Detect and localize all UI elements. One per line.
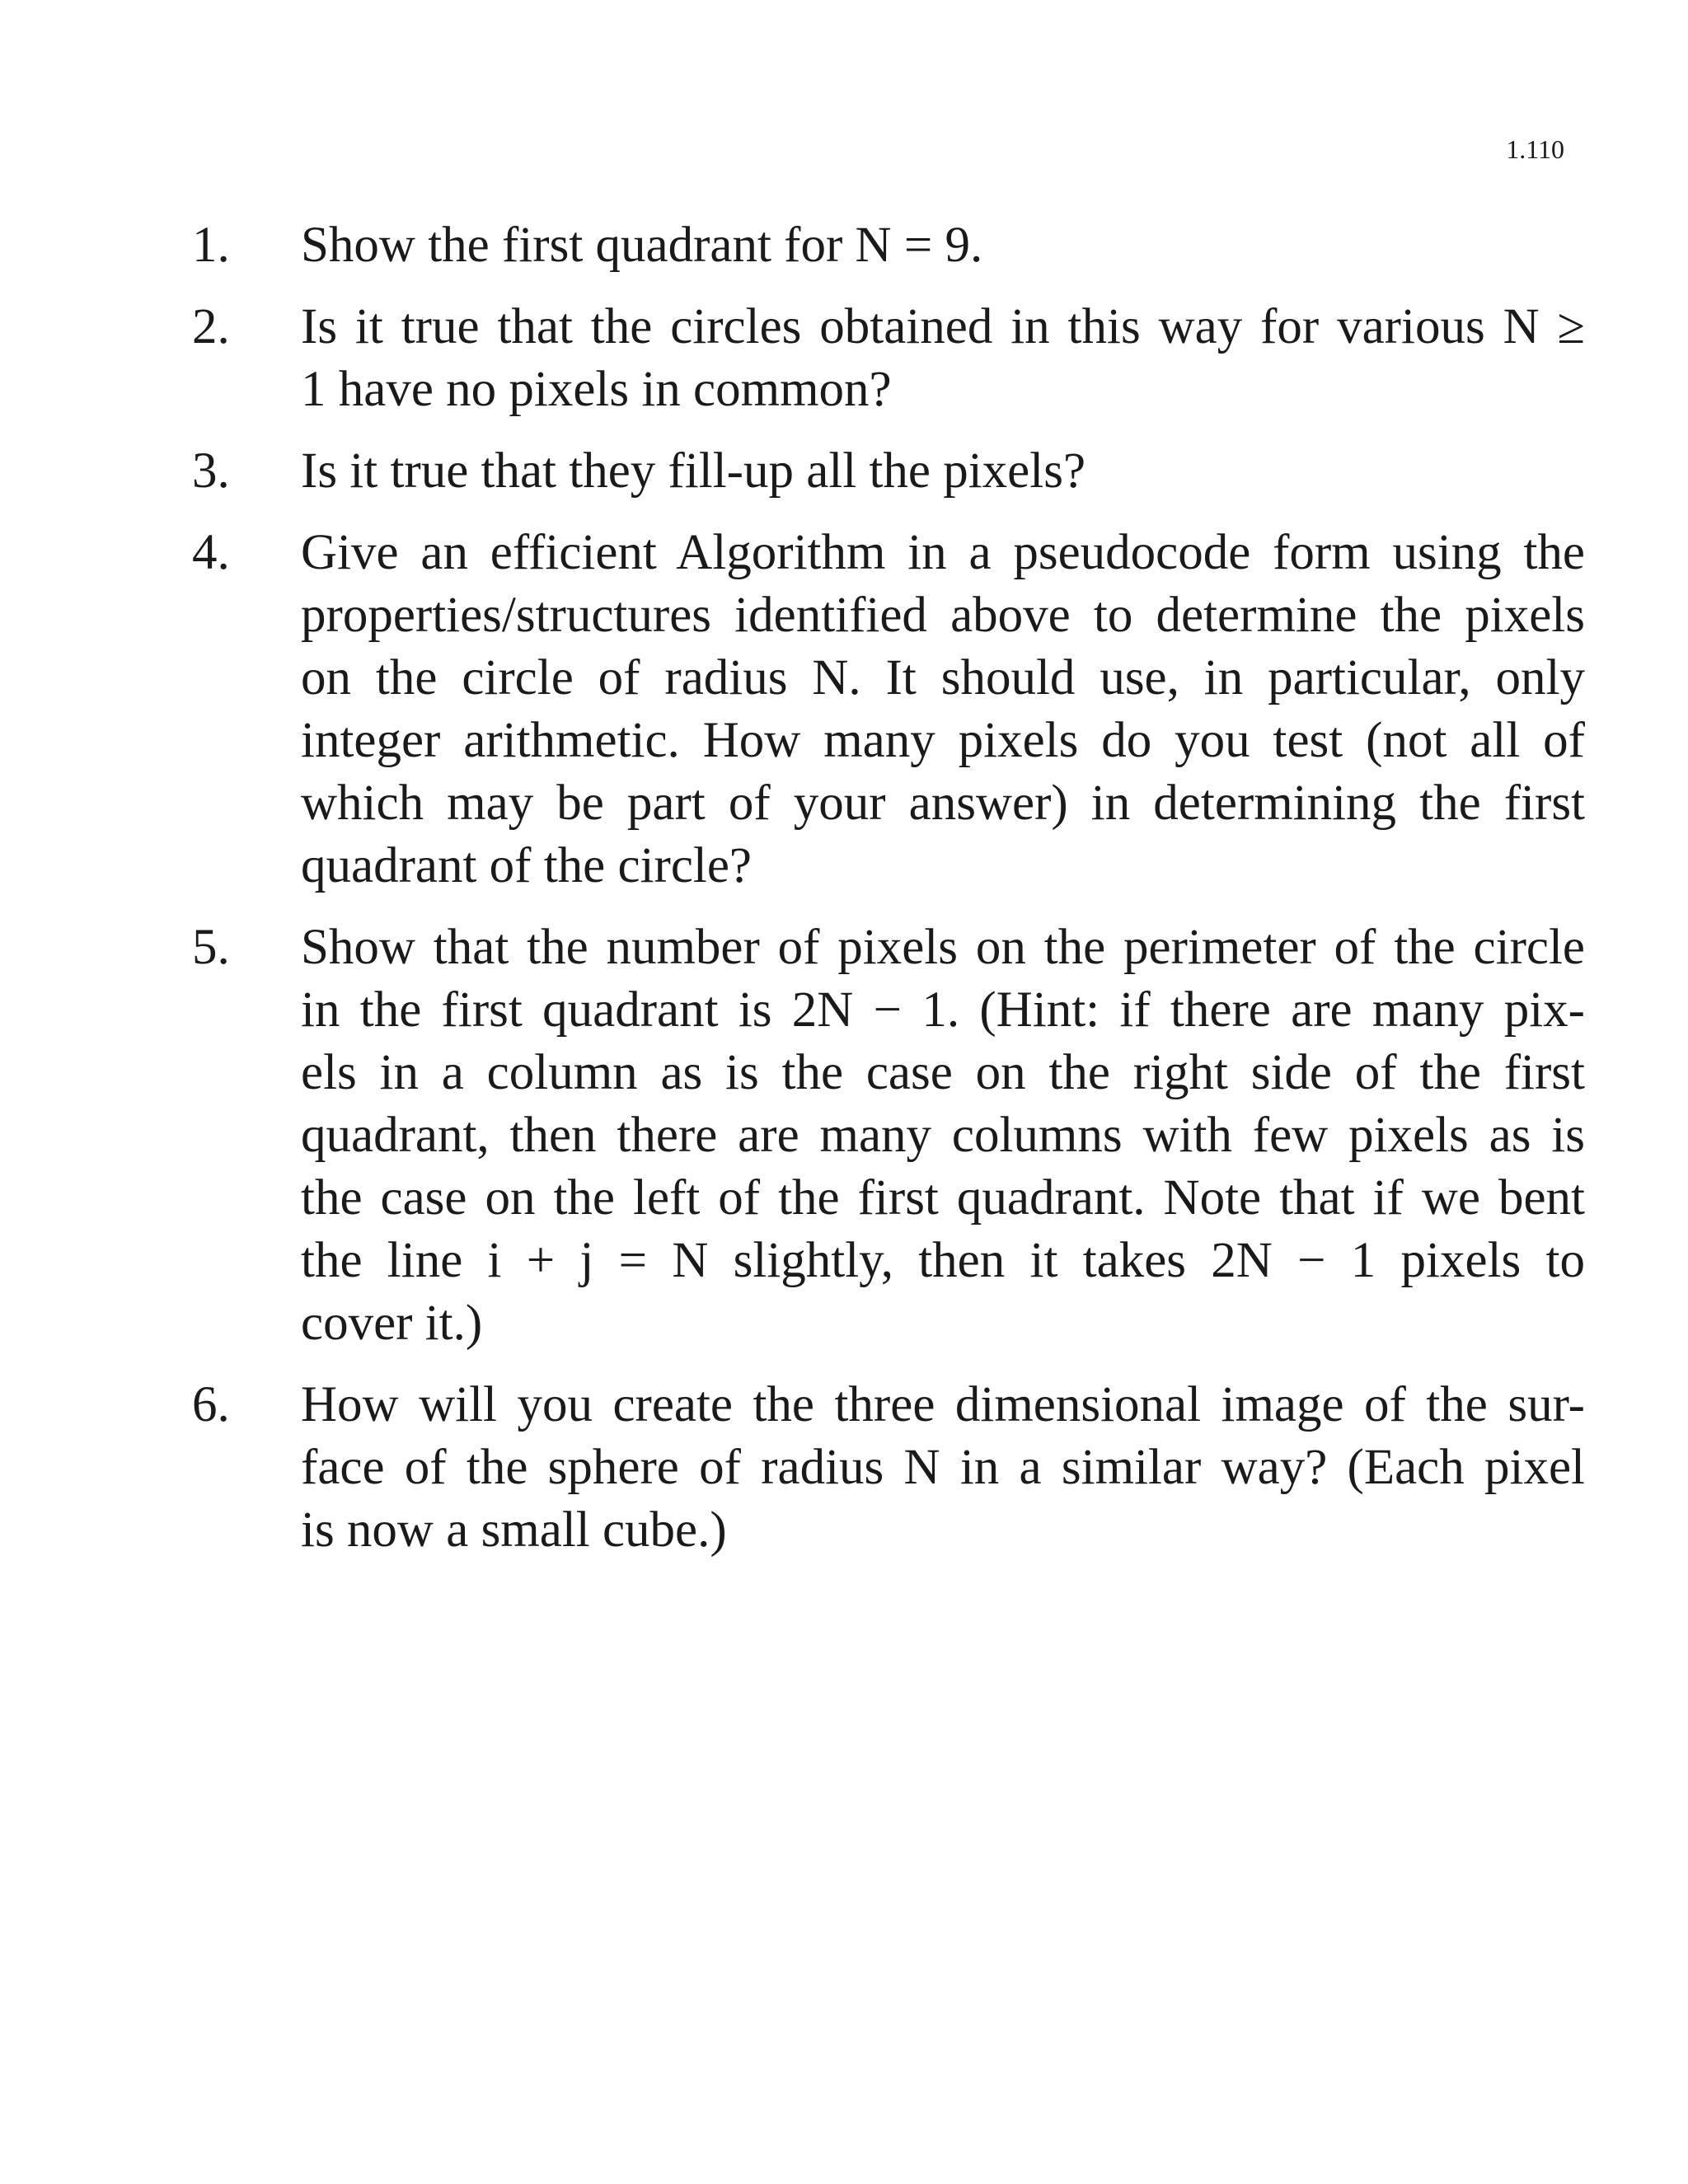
text-line: quadrant of the circle? (301, 838, 753, 893)
text-line: properties/structures identified above to determine the pixels (301, 588, 1585, 643)
problem-number: 4. (192, 525, 230, 580)
text-line: Show the first quadrant for N = 9. (301, 218, 983, 273)
text-line: Give an efficient Algorithm in a pseudocode form using the (301, 525, 1585, 580)
problem-list (192, 214, 1585, 1581)
text-line: cover it.) (301, 1296, 483, 1351)
problem-text (301, 916, 1585, 1355)
text-line: Show that the number of pixels on the perimeter of the circle (301, 920, 1585, 975)
problem-text (301, 214, 1585, 277)
problem-item-1 (192, 214, 1585, 277)
page-number: 1.110 (1506, 134, 1564, 164)
text-line: which may be part of your answer) in determining the first (301, 776, 1585, 831)
text-line: in the first quadrant is 2N − 1. (Hint: if there are many pix- (301, 982, 1585, 1038)
text-line: els in a column as is the case on the right side of the first (301, 1045, 1585, 1100)
text-line: the case on the left of the first quadrant. Note that if we bent (301, 1170, 1585, 1226)
text-line: Is it true that the circles obtained in this way for various N ≥ (301, 299, 1585, 354)
problem-text (301, 296, 1585, 421)
text-line: How will you create the three dimensional image of the sur- (301, 1377, 1585, 1432)
text-line: the line i + j = N slightly, then it takes 2N − 1 pixels to (301, 1233, 1585, 1288)
text-line: Is it true that they fill-up all the pixels? (301, 443, 1086, 499)
text-line: integer arithmetic. How many pixels do you test (not all of (301, 713, 1585, 768)
problem-item-5 (192, 916, 1585, 1355)
problem-number: 3. (192, 443, 230, 499)
text-line: on the circle of radius N. It should use, in particular, only (301, 650, 1585, 705)
problem-number: 2. (192, 299, 230, 354)
problem-item-2 (192, 296, 1585, 421)
text-line: is now a small cube.) (301, 1502, 727, 1558)
problem-number: 1. (192, 218, 230, 273)
problem-item-4 (192, 522, 1585, 898)
problem-text (301, 1374, 1585, 1562)
problem-text (301, 522, 1585, 898)
text-line: face of the sphere of radius N in a similar way? (Each pixel (301, 1440, 1585, 1495)
problem-number: 5. (192, 920, 230, 975)
text-line: 1 have no pixels in common? (301, 362, 892, 417)
problem-item-6 (192, 1374, 1585, 1562)
problem-item-3 (192, 440, 1585, 503)
text-line: quadrant, then there are many columns with few pixels as is (301, 1108, 1585, 1163)
problem-number: 6. (192, 1377, 230, 1432)
problem-text (301, 440, 1585, 503)
